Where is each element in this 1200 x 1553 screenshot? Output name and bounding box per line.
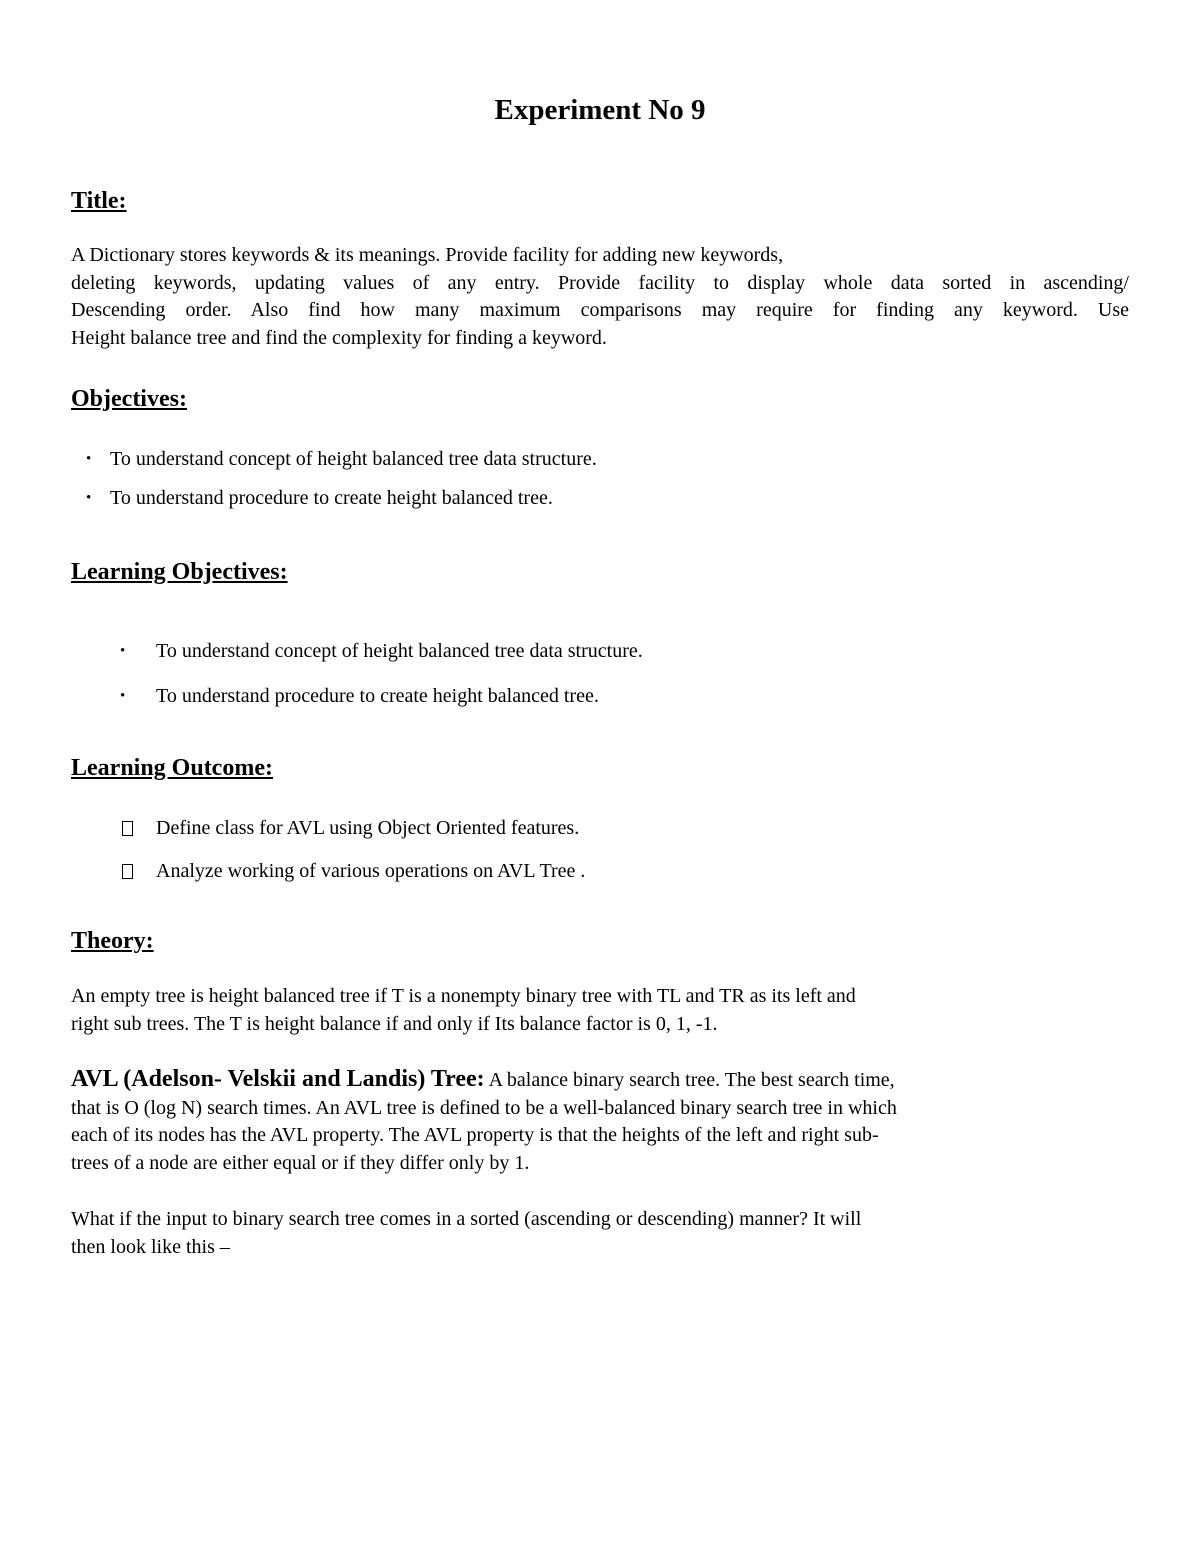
bullet-icon: •: [120, 688, 126, 704]
avl-first-line: [71, 1066, 897, 1095]
checkbox-square-icon: [122, 815, 133, 843]
avl-paragraph: [71, 1066, 897, 1177]
title-paragraph: [71, 242, 1129, 352]
learning-outcome-heading: Learning Outcome:: [71, 755, 273, 781]
bullet-icon: •: [120, 643, 126, 659]
avl-term: AVL (Adelson- Velskii and Landis) Tree:: [71, 1066, 485, 1092]
sorted-input-paragraph: [71, 1206, 861, 1261]
title-heading: Title:: [71, 188, 127, 214]
objective-text: To understand concept of height balanced tree data structure.: [110, 448, 597, 470]
objectives-heading: Objectives:: [71, 386, 187, 412]
avl-line: trees of a node are either equal or if they differ only by 1.: [71, 1151, 530, 1174]
learning-objectives-heading: Learning Objectives:: [71, 559, 288, 585]
learning-objective-text: To understand procedure to create height balanced tree.: [156, 685, 599, 707]
theory-paragraph: [71, 983, 856, 1038]
avl-line: that is O (log N) search times. An AVL tree is defined to be a well-balanced binary search tree in which: [71, 1096, 897, 1119]
theory-line: then look like this –: [71, 1235, 230, 1258]
title-line: deleting keywords, updating values of any entry. Provide facility to display whole data sorted in ascending/: [71, 271, 1129, 294]
theory-heading: Theory:: [71, 928, 154, 954]
page-title: Experiment No 9: [494, 94, 706, 126]
learning-outcome-text: Analyze working of various operations on AVL Tree .: [156, 860, 586, 882]
bullet-icon: •: [86, 490, 92, 506]
avl-line: each of its nodes has the AVL property. The AVL property is that the heights of the left and right sub-: [71, 1124, 879, 1146]
objective-text: To understand procedure to create height balanced tree.: [110, 487, 553, 509]
title-line: Descending order. Also find how many maximum comparisons may require for finding any keyword. Use: [71, 299, 1129, 321]
checkbox-square-icon: [122, 858, 133, 886]
bullet-icon: •: [86, 451, 92, 467]
avl-line: A balance binary search tree. The best search time,: [484, 1069, 895, 1091]
theory-line: right sub trees. The T is height balance if and only if Its balance factor is 0, 1, -1.: [71, 1012, 718, 1035]
learning-objective-text: To understand concept of height balanced tree data structure.: [156, 640, 643, 662]
theory-line: What if the input to binary search tree comes in a sorted (ascending or descending) manner? It will: [71, 1208, 862, 1230]
learning-outcome-text: Define class for AVL using Object Oriented features.: [156, 817, 580, 839]
title-line: Height balance tree and find the complexity for finding a keyword.: [71, 326, 607, 349]
title-line: A Dictionary stores keywords & its meanings. Provide facility for adding new keywords,: [71, 244, 784, 266]
theory-line: An empty tree is height balanced tree if T is a nonempty binary tree with TL and TR as its left and: [71, 985, 856, 1007]
